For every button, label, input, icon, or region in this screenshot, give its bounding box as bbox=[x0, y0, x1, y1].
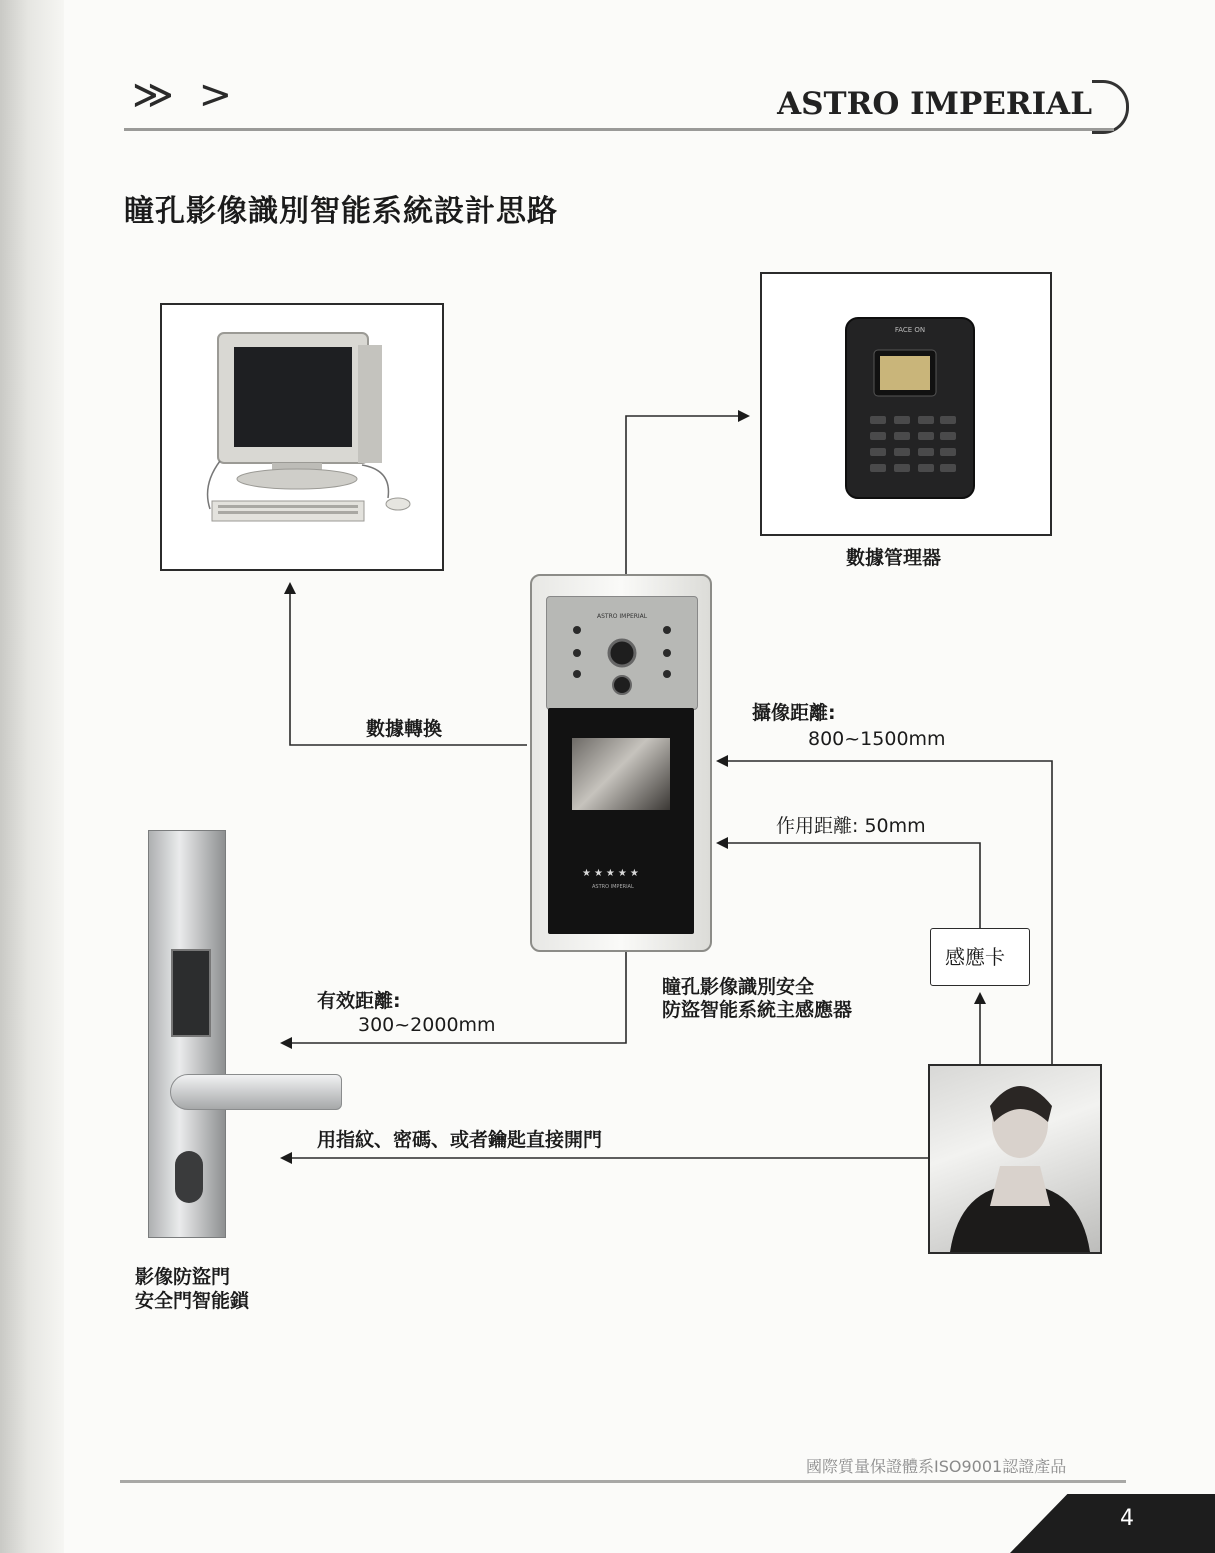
panel-logo-text: ASTRO IMPERIAL bbox=[592, 884, 634, 890]
effective-distance-title: 有效距離: bbox=[317, 990, 401, 1012]
main-sensor-label-1: 瞳孔影像識別安全 bbox=[662, 976, 815, 998]
sensor-badge-text: ASTRO IMPERIAL bbox=[597, 613, 648, 620]
page-number: 4 bbox=[1120, 1506, 1134, 1531]
arrow-camera-distance bbox=[718, 761, 1052, 1064]
arrow-to-data-manager bbox=[626, 416, 748, 574]
arrow-working-distance bbox=[718, 843, 980, 928]
working-distance-label: 作用距離: 50mm bbox=[776, 815, 926, 837]
lock-label-1: 影像防盜門 bbox=[135, 1266, 231, 1288]
camera-distance-title: 攝像距離: bbox=[752, 702, 836, 724]
certification-text: 國際質量保證體系ISO9001認證產品 bbox=[806, 1457, 1067, 1476]
open-door-label: 用指紋、密碼、或者鑰匙直接開門 bbox=[317, 1129, 603, 1151]
footer-rule bbox=[120, 1480, 1126, 1483]
effective-distance-value: 300~2000mm bbox=[358, 1014, 496, 1036]
lock-label-2: 安全門智能鎖 bbox=[135, 1290, 250, 1312]
data-manager-label: 數據管理器 bbox=[846, 547, 942, 569]
panel-stars: ★★★★★ bbox=[582, 868, 642, 879]
manager-screen-text: FACE ON bbox=[894, 326, 926, 334]
camera-distance-value: 800~1500mm bbox=[808, 728, 946, 750]
card-label: 感應卡 bbox=[945, 945, 1005, 969]
page-title: 瞳孔影像識別智能系統設計思路 bbox=[124, 194, 558, 229]
brand-name: ASTRO IMPERIAL bbox=[777, 86, 1092, 122]
data-conversion-label: 數據轉換 bbox=[366, 718, 443, 740]
header-chevrons: ≫ > bbox=[132, 72, 239, 118]
main-sensor-label-2: 防盜智能系統主感應器 bbox=[662, 999, 853, 1021]
